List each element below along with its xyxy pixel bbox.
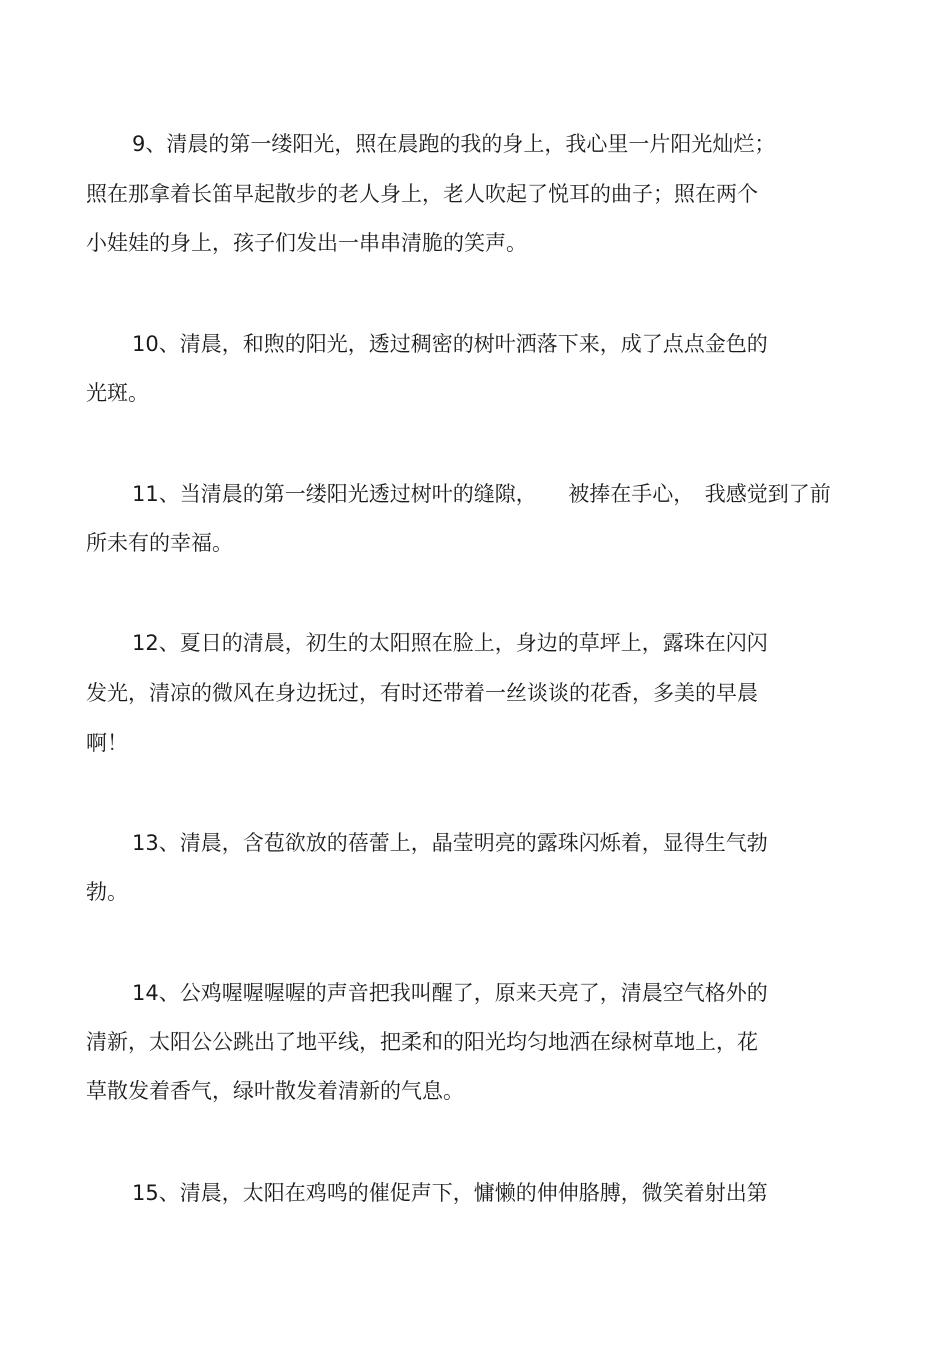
paragraph-line: 啊！ (86, 731, 128, 755)
paragraph-line: 小娃娃的身上，孩子们发出一串串清脆的笑声。 (86, 231, 527, 255)
paragraph-line: 12、夏日的清晨，初生的太阳照在脸上，身边的草坪上，露珠在闪闪 (132, 631, 768, 655)
paragraph-line: 照在那拿着长笛早起散步的老人身上，老人吹起了悦耳的曲子；照在两个 (86, 182, 758, 206)
paragraph-line: 勃。 (86, 880, 128, 904)
paragraph-line: 9、清晨的第一缕阳光，照在晨跑的我的身上，我心里一片阳光灿烂； (132, 132, 776, 156)
paragraph-line: 草散发着香气，绿叶散发着清新的气息。 (86, 1079, 464, 1103)
paragraph-line: 光斑。 (86, 381, 149, 405)
paragraph-line: 15、清晨，太阳在鸡鸣的催促声下，慵懒的伸伸胳膊，微笑着射出第 (132, 1181, 768, 1205)
paragraph-line: 发光，清凉的微风在身边抚过，有时还带着一丝谈谈的花香，多美的早晨 (86, 681, 758, 705)
paragraph-line: 清新，太阳公公跳出了地平线，把柔和的阳光均匀地洒在绿树草地上，花 (86, 1030, 758, 1054)
paragraph-line: 11、当清晨的第一缕阳光透过树叶的缝隙， 被捧在手心， 我感觉到了前 (132, 482, 831, 506)
paragraph-line: 13、清晨，含苞欲放的蓓蕾上，晶莹明亮的露珠闪烁着，显得生气勃 (132, 831, 768, 855)
paragraph-line: 14、公鸡喔喔喔喔的声音把我叫醒了，原来天亮了，清晨空气格外的 (132, 981, 768, 1005)
paragraph-line: 所未有的幸福。 (86, 531, 233, 555)
paragraph-line: 10、清晨，和煦的阳光，透过稠密的树叶洒落下来，成了点点金色的 (132, 332, 768, 356)
